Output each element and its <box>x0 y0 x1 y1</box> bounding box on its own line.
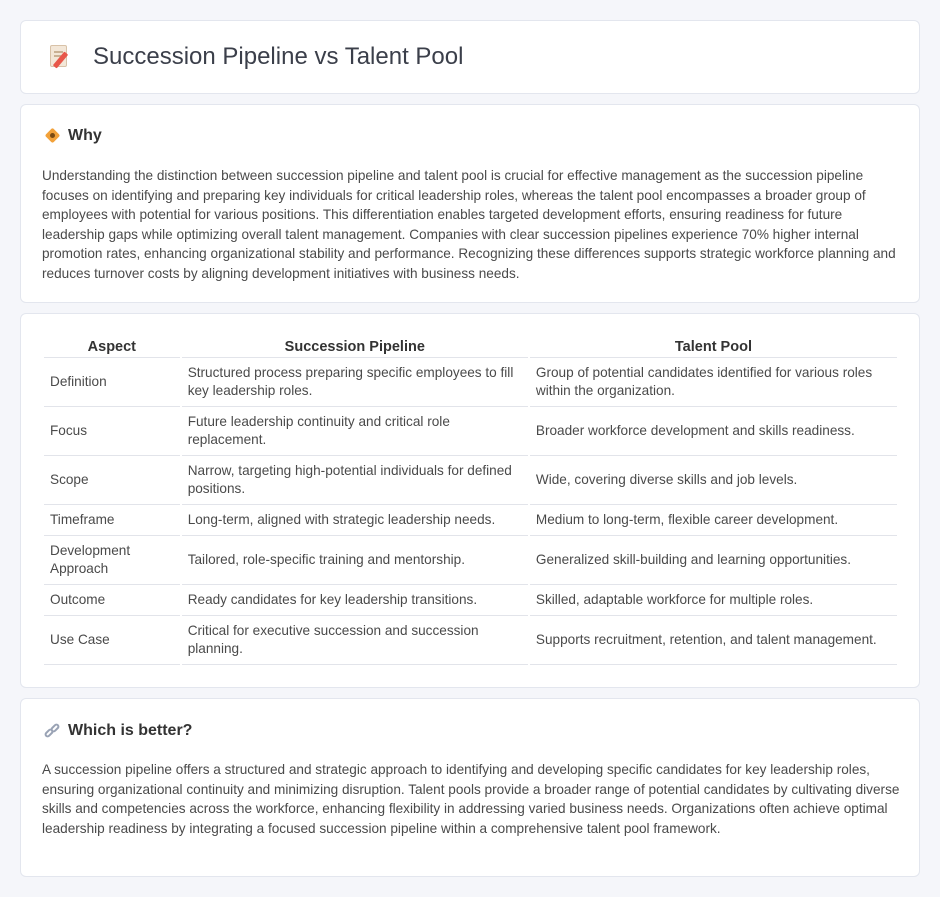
column-header-succession-pipeline: Succession Pipeline <box>182 336 528 358</box>
bulb-icon <box>43 127 61 145</box>
link-icon <box>43 722 61 740</box>
column-header-talent-pool: Talent Pool <box>530 336 897 358</box>
table-row <box>44 358 897 407</box>
why-paragraph: Understanding the distinction between succession pipeline and talent pool is crucial for effective management as the succession pipeline focuses on identifying and preparing key individuals for critical leadership roles, whereas the talent pool encompasses a broader group of employees with potential for various positions. This differentiation enables targeted development efforts, ensuring readiness for future leadership gaps while optimizing overall talent management. Companies with clear succession pipelines experience 70% higher internal promotion rates, enhancing organizational stability and performance. Recognizing these differences supports strategic workforce planning and reduces turnover costs by aligning development initiatives with business needs. <box>42 168 896 281</box>
succession-pipeline-cell: Ready candidates for key leadership transitions. <box>182 585 528 616</box>
succession-pipeline-cell: Critical for executive succession and succession planning. <box>182 616 528 665</box>
comparison-section <box>20 313 920 688</box>
title-row <box>47 43 463 71</box>
table-row <box>44 585 897 616</box>
column-header-aspect: Aspect <box>44 336 180 358</box>
succession-pipeline-cell: Future leadership continuity and critical role replacement. <box>182 407 528 456</box>
succession-pipeline-cell: Tailored, role-specific training and mentorship. <box>182 536 528 585</box>
table-row <box>44 536 897 585</box>
succession-pipeline-cell: Long-term, aligned with strategic leadership needs. <box>182 505 528 536</box>
aspect-cell: Outcome <box>44 585 180 616</box>
aspect-cell: Development Approach <box>44 536 180 585</box>
talent-pool-cell: Group of potential candidates identified for various roles within the organization. <box>530 358 897 407</box>
aspect-cell: Timeframe <box>44 505 180 536</box>
talent-pool-cell: Skilled, adaptable workforce for multiple roles. <box>530 585 897 616</box>
talent-pool-cell: Medium to long-term, flexible career development. <box>530 505 897 536</box>
memo-pencil-icon <box>47 43 73 71</box>
talent-pool-cell: Supports recruitment, retention, and talent management. <box>530 616 897 665</box>
why-heading-label: Why <box>68 127 102 144</box>
why-section <box>20 104 920 303</box>
succession-pipeline-cell: Narrow, targeting high-potential individuals for defined positions. <box>182 456 528 505</box>
table-row <box>44 616 897 665</box>
table-row <box>44 505 897 536</box>
which-is-better-section <box>20 698 920 877</box>
table-row <box>44 407 897 456</box>
why-heading <box>43 127 102 145</box>
which-is-better-paragraph: A succession pipeline offers a structured and strategic approach to identifying and developing specific candidates for key leadership roles, ensuring organizational continuity and minimizing disruption. Talent pools provide a broader range of potential candidates by cultivating diverse skills and competencies across the workforce, enhancing flexibility in addressing varied business needs. Organizations often achieve optimal leadership readiness by integrating a focused succession pipeline within a comprehensive talent pool framework. <box>42 762 900 836</box>
aspect-cell: Use Case <box>44 616 180 665</box>
aspect-cell: Definition <box>44 358 180 407</box>
comparison-table <box>42 336 899 665</box>
talent-pool-cell: Wide, covering diverse skills and job levels. <box>530 456 897 505</box>
aspect-cell: Focus <box>44 407 180 456</box>
header-card <box>20 20 920 94</box>
which-is-better-heading <box>43 722 192 740</box>
table-row <box>44 456 897 505</box>
succession-pipeline-cell: Structured process preparing specific employees to fill key leadership roles. <box>182 358 528 407</box>
talent-pool-cell: Broader workforce development and skills readiness. <box>530 407 897 456</box>
aspect-cell: Scope <box>44 456 180 505</box>
talent-pool-cell: Generalized skill-building and learning opportunities. <box>530 536 897 585</box>
which-is-better-heading-label: Which is better? <box>68 722 193 739</box>
table-header-row <box>44 336 897 358</box>
page-title: Succession Pipeline vs Talent Pool <box>93 43 464 70</box>
